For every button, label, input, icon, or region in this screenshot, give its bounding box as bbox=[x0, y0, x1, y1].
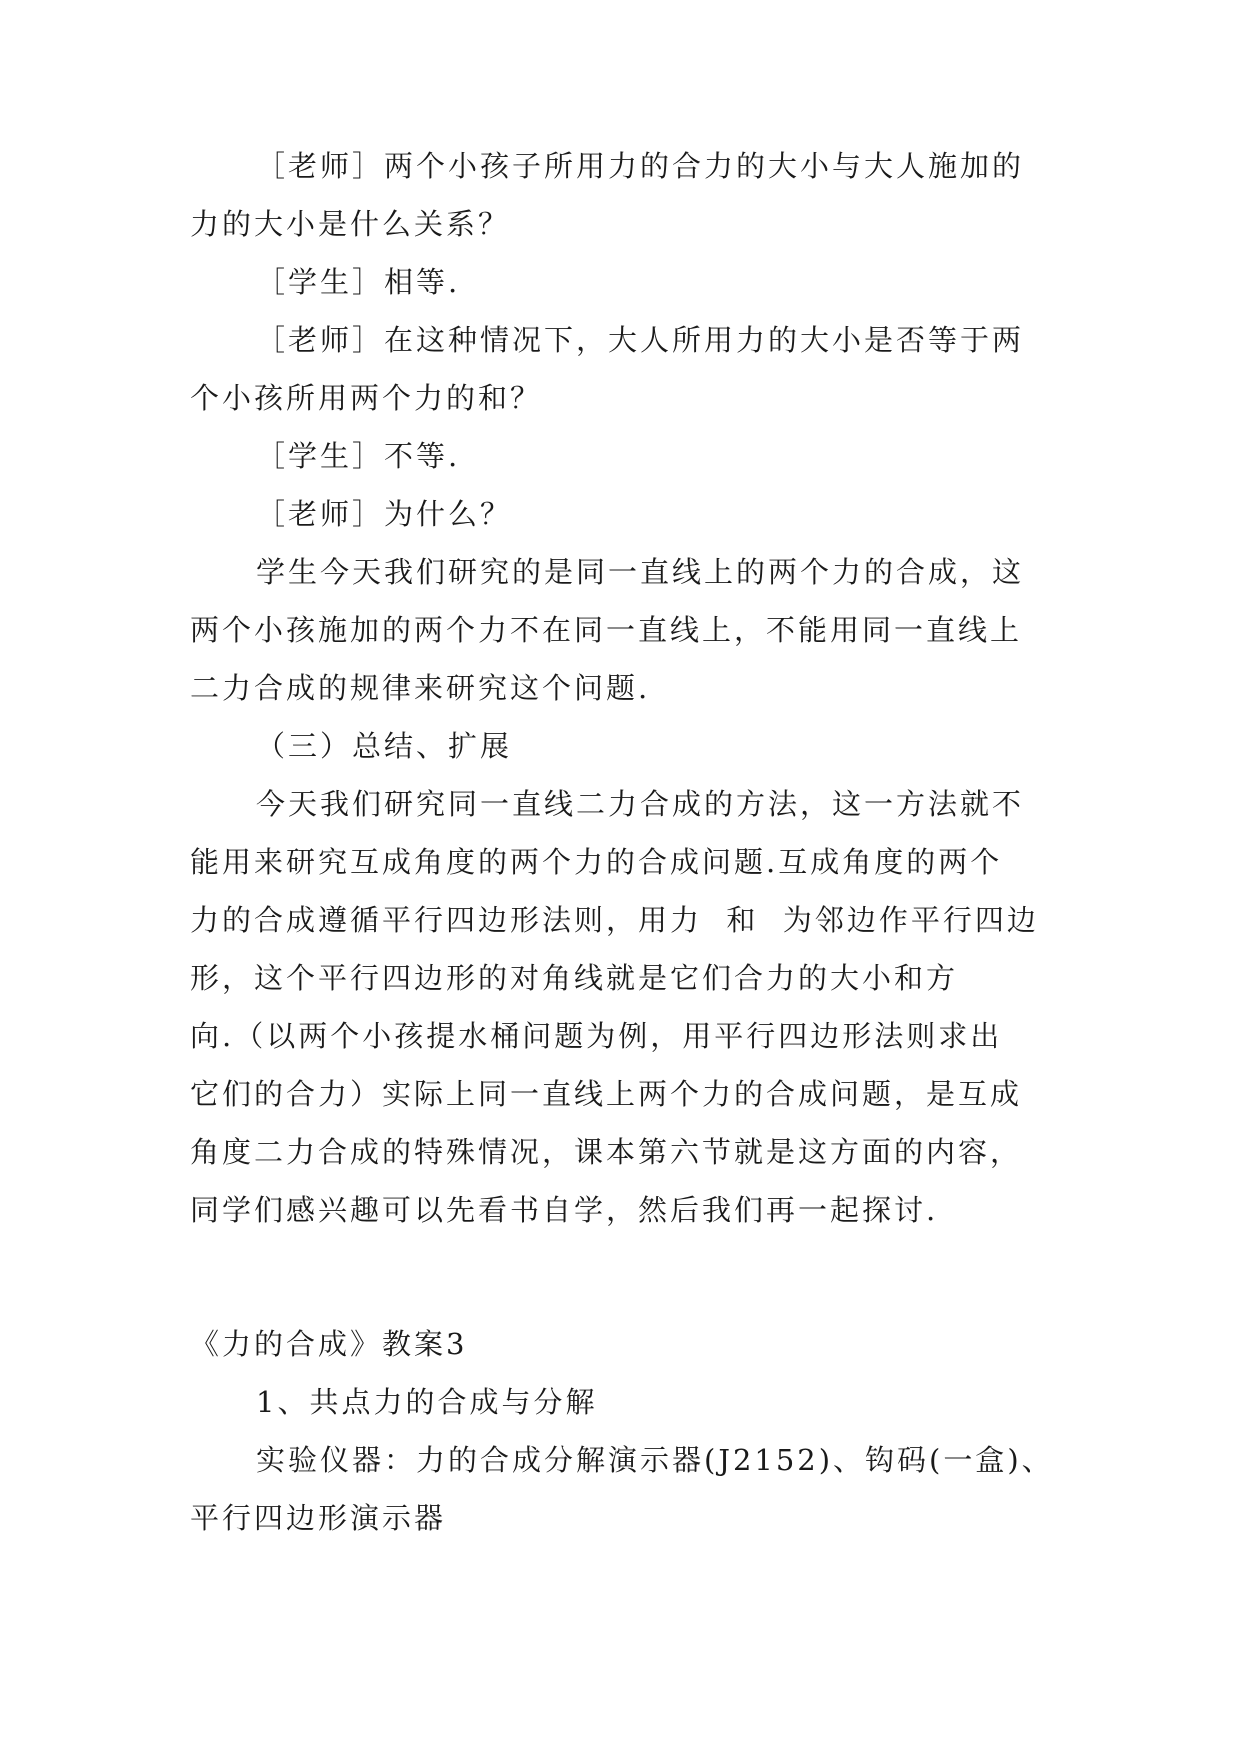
text-line: 形，这个平行四边形的对角线就是它们合力的大小和方 bbox=[190, 961, 959, 995]
text-line: ［老师］在这种情况下，大人所用力的大小是否等于两 bbox=[256, 323, 1025, 357]
section-heading: （三）总结、扩展 bbox=[256, 729, 513, 763]
text-line: 今天我们研究同一直线二力合成的方法，这一方法就不 bbox=[256, 787, 1025, 821]
text-line: 个小孩所用两个力的和？ bbox=[190, 381, 543, 415]
text-line: 两个小孩施加的两个力不在同一直线上，不能用同一直线上 bbox=[190, 613, 1023, 647]
text-line: ［学生］不等. bbox=[256, 439, 461, 473]
text-line: 它们的合力）实际上同一直线上两个力的合成问题，是互成 bbox=[190, 1077, 1023, 1111]
text-line: 学生今天我们研究的是同一直线上的两个力的合成，这 bbox=[256, 555, 1025, 589]
document-title: 《力的合成》教案3 bbox=[190, 1327, 468, 1361]
text-line: 同学们感兴趣可以先看书自学，然后我们再一起探讨. bbox=[190, 1193, 939, 1227]
text-line: 力的大小是什么关系？ bbox=[190, 207, 511, 241]
text-line: 二力合成的规律来研究这个问题. bbox=[190, 671, 651, 705]
text-line: 平行四边形演示器 bbox=[190, 1501, 447, 1535]
text-line: 1、共点力的合成与分解 bbox=[256, 1385, 598, 1419]
text-line: ［老师］为什么？ bbox=[256, 497, 513, 531]
lesson-dialogue-section bbox=[190, 137, 1050, 1239]
text-line: 角度二力合成的特殊情况，课本第六节就是这方面的内容， bbox=[190, 1135, 1023, 1169]
text-line: 向.（以两个小孩提水桶问题为例，用平行四边形法则求出 bbox=[190, 1019, 1003, 1053]
text-line: 力的合成遵循平行四边形法则，用力 和 为邻边作平行四边 bbox=[190, 903, 1039, 937]
lesson-plan-3-section bbox=[190, 1315, 1054, 1547]
text-line: ［学生］相等. bbox=[256, 265, 461, 299]
text-line: ［老师］两个小孩子所用力的合力的大小与大人施加的 bbox=[256, 149, 1025, 183]
text-line: 实验仪器：力的合成分解演示器(J2152)、钩码(一盒)、 bbox=[256, 1443, 1054, 1477]
text-line: 能用来研究互成角度的两个力的合成问题.互成角度的两个 bbox=[190, 845, 1003, 879]
